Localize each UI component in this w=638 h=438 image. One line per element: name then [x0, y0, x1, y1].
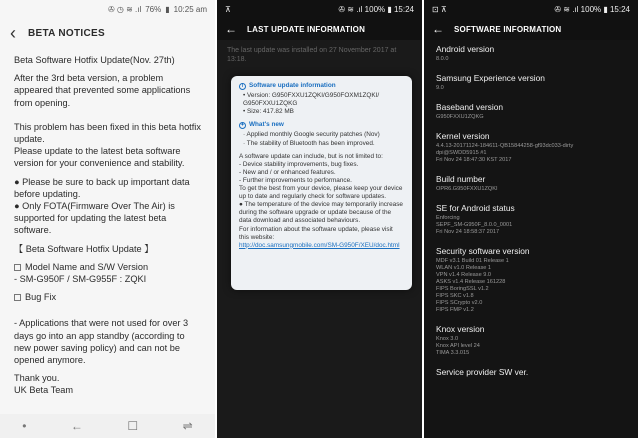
- info-item[interactable]: [436, 73, 626, 92]
- notice-heading: Beta Software Hotfix Update(Nov. 27th): [14, 55, 175, 65]
- info-value: Enforcing SEPF_SM-G950F_8.0.0_0001 Fri Nov 24 18:58:37 2017: [436, 215, 513, 235]
- info-label: SE for Android status: [436, 203, 515, 213]
- page-title: BETA NOTICES: [28, 27, 105, 39]
- info-value: 9.0: [436, 85, 444, 91]
- update-description: [239, 153, 404, 250]
- sign-off-team: UK Beta Team: [14, 385, 74, 396]
- nav-dot-icon[interactable]: •: [22, 419, 27, 433]
- doc-link[interactable]: http://doc.samsungmobile.com/SM-G950F/XEU/doc.html: [239, 241, 400, 249]
- info-value: G950FXXU1ZQKG: [436, 114, 484, 120]
- sign-off: Thank you.: [14, 373, 60, 384]
- checkbox-icon: [14, 264, 21, 271]
- description-line: For information about the software update, please visit this website:: [239, 225, 393, 241]
- whats-new-item: · Applied monthly Google security patches (Nov): [243, 131, 380, 139]
- whats-new-header: [239, 121, 404, 129]
- size-text: • Size: 417.82 MB: [243, 108, 294, 116]
- info-label: Service provider SW ver.: [436, 367, 529, 377]
- whats-new-item: · The stability of Bluetooth has been improved.: [243, 139, 375, 147]
- info-value: Knox 3.0 Knox API level 24 TIMA 3.3.015: [436, 336, 480, 356]
- info-label: Samsung Experience version: [436, 73, 545, 83]
- info-item[interactable]: [436, 131, 626, 164]
- info-item[interactable]: [436, 203, 626, 236]
- status-bar: [0, 0, 215, 18]
- app-bar: [0, 18, 215, 48]
- description-line: ● The temperature of the device may temporarily increase during the software upgrade or update because of the data download and associated behaviours.: [239, 201, 403, 225]
- notice-bullet: ● Only FOTA(Firmware Over The Air) is supported for updating the latest beta software.: [14, 201, 175, 236]
- section-title: 【 Beta Software Hotfix Update 】: [14, 243, 154, 254]
- notice-body: [0, 48, 215, 397]
- update-info-dialog: [231, 76, 412, 290]
- status-icons: ✇ ◷ ≋ .ıl: [107, 4, 142, 14]
- info-label: Security software version: [436, 246, 530, 256]
- notice-bullet: ● Please be sure to back up important data before updating.: [14, 176, 190, 199]
- info-item[interactable]: [436, 174, 626, 193]
- whats-new-title: What's new: [249, 121, 284, 129]
- description-line: - Device stability improvements, bug fixes.: [239, 160, 359, 168]
- notice-paragraph: This problem has been fixed in this beta hotfix update.: [14, 121, 201, 145]
- recents-nav-icon[interactable]: ⇌: [182, 419, 193, 433]
- info-label: Kernel version: [436, 131, 490, 141]
- battery-icon: ▮: [165, 4, 170, 14]
- description-line: A software update can include, but is not limited to:: [239, 152, 383, 160]
- back-arrow-icon[interactable]: ←: [432, 22, 444, 36]
- page-title: SOFTWARE INFORMATION: [454, 24, 562, 34]
- app-bar: [424, 18, 638, 40]
- checkbox-icon: [14, 294, 21, 301]
- status-icons: ✇ ≋ .ıl 100% ▮ 15:24: [338, 4, 414, 14]
- notice-paragraph: - Applications that were not used for over 3 days go into an app standby (according to new power saving policy) and can not be opened anymore.: [14, 318, 189, 366]
- info-label: Baseband version: [436, 102, 504, 112]
- description-line: - New and / or enhanced features.: [239, 168, 336, 176]
- back-arrow-icon[interactable]: ‹: [10, 23, 16, 43]
- beta-notices-screen: [0, 0, 215, 438]
- info-item[interactable]: [436, 324, 626, 357]
- checklist-label: Bug Fix: [25, 292, 57, 303]
- software-information-screen: [424, 0, 638, 438]
- home-nav-icon[interactable]: ☐: [127, 419, 139, 433]
- battery-level: 76%: [145, 4, 162, 14]
- clock: 10:25 am: [173, 4, 207, 14]
- status-bar: [217, 0, 422, 18]
- software-info-list: [424, 40, 638, 391]
- info-item[interactable]: [436, 44, 626, 63]
- back-arrow-icon[interactable]: ←: [225, 22, 237, 36]
- info-icon: i: [239, 83, 246, 90]
- whats-new-list: [239, 131, 404, 147]
- notification-icons: ⊼: [225, 4, 231, 14]
- info-item[interactable]: [436, 102, 626, 121]
- version-text: • Version: G950FXXU1ZQKI/G950FOXM1ZQKI/ G950FXXU1ZQKG: [243, 92, 380, 108]
- star-icon: ✦: [240, 121, 245, 128]
- info-label: Knox version: [436, 324, 485, 334]
- checklist-item: [14, 261, 201, 273]
- checklist-item: [14, 291, 201, 303]
- notification-icons: ⊡ ⊼: [432, 4, 447, 14]
- info-value: MDF v3.1 Build 01 Release 1 WLAN v1.0 Release 1 VPN v1.4 Release 9.0 ASKS v1.4 Release 161228 FIPS BoringSSL v1.2 FIPS SKC v1.8 FIPS SCrypto v2.0 FIPS FMP v1.2: [436, 258, 509, 313]
- info-label: Android version: [436, 44, 495, 54]
- status-bar: [424, 0, 638, 18]
- checklist-label: Model Name and S/W Version: [25, 261, 149, 272]
- notice-paragraph: Please update to the latest beta software version for your convenience and stability.: [14, 146, 185, 169]
- info-section-title: Software update information: [249, 82, 336, 89]
- info-value: 8.0.0: [436, 56, 449, 62]
- info-label: Build number: [436, 174, 486, 184]
- description-line: - Further improvements to performance.: [239, 176, 352, 184]
- page-title: LAST UPDATE INFORMATION: [247, 24, 366, 34]
- info-value: 4.4.13-20171124-184611-QB15844258-gf93dc033-dirty dpi@SWDD5915 #1 Fri Nov 24 18:47:30 KST 2017: [436, 143, 574, 163]
- status-icons: ✇ ≋ .ıl 100% ▮ 15:24: [554, 4, 630, 14]
- notice-paragraph: After the 3rd beta version, a problem appeared that prevented some applications from opening.: [14, 73, 191, 108]
- description-line: To get the best from your device, please keep your device up to date and regularly check for software updates.: [239, 185, 403, 201]
- navigation-bar: [0, 414, 215, 438]
- model-list: - SM-G950F / SM-G955F : ZQKI: [14, 274, 147, 285]
- update-details: [239, 92, 404, 116]
- back-nav-icon[interactable]: ←: [70, 419, 83, 433]
- last-update-text: The last update was installed on 27 November 2017 at 13:18.: [227, 47, 397, 63]
- info-item[interactable]: [436, 367, 626, 377]
- info-section-header: [239, 82, 404, 90]
- app-bar: [217, 18, 422, 40]
- info-item[interactable]: [436, 246, 626, 314]
- last-update-screen: [217, 0, 422, 438]
- info-value: OPR6.G950FXXU1ZQKI: [436, 186, 498, 192]
